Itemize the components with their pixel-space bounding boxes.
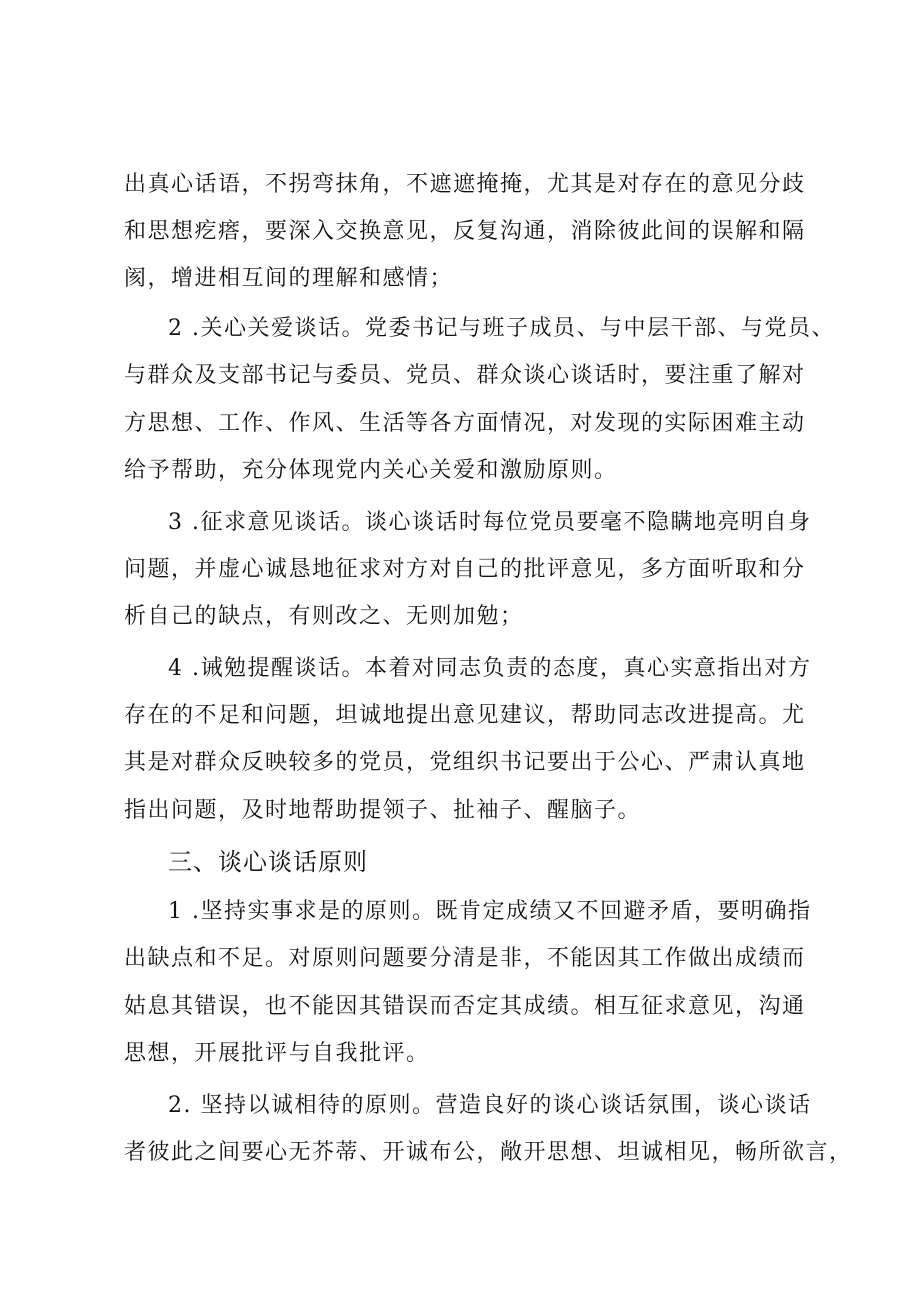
paragraph-line: 3 .征求意见谈话。谈心谈话时每位党员要毫不隐瞒地亮明自身	[168, 510, 812, 535]
section-heading: 三、谈心谈话原则	[168, 848, 368, 876]
paragraph-line: 问题，并虚心诚恳地征求对方对自己的批评意见，多方面听取和分	[124, 557, 806, 582]
paragraph-line: 其是对群众反映较多的党员，党组织书记要出于公心、严肃认真地	[124, 750, 806, 775]
paragraph-line: 出真心话语，不拐弯抹角，不遮遮掩掩，尤其是对存在的意见分歧	[124, 172, 806, 197]
paragraph-line: 2 .关心关爱谈话。党委书记与班子成员、与中层干部、与党员、	[168, 316, 835, 341]
paragraph-line: 析自己的缺点，有则改之、无则加勉；	[124, 604, 524, 629]
paragraph-line: 出缺点和不足。对原则问题要分清是非，不能因其工作做出成绩而	[124, 946, 806, 971]
paragraph-line: 阂，增进相互间的理解和感情；	[124, 266, 454, 291]
paragraph-line: 给予帮助，充分体现党内关心关爱和激励原则。	[124, 458, 618, 483]
paragraph-line: 姑息其错误，也不能因其错误而否定其成绩。相互征求意见，沟通	[124, 994, 806, 1019]
paragraph-line: 存在的不足和问题，坦诚地提出意见建议，帮助同志改进提高。尤	[124, 703, 806, 728]
paragraph-line: 4 .诫勉提醒谈话。本着对同志负责的态度，真心实意指出对方	[168, 656, 812, 681]
paragraph-line: 与群众及支部书记与委员、党员、群众谈心谈话时，要注重了解对	[124, 363, 806, 388]
paragraph-line: 1 .坚持实事求是的原则。既肯定成绩又不回避矛盾，要明确指	[168, 899, 812, 924]
paragraph-line: 方思想、工作、作风、生活等各方面情况，对发现的实际困难主动	[124, 411, 806, 436]
paragraph-line: 和思想疙瘩，要深入交换意见，反复沟通，消除彼此间的误解和隔	[124, 219, 806, 244]
paragraph-line: 2. 坚持以诚相待的原则。营造良好的谈心谈话氛围，谈心谈话	[168, 1093, 812, 1118]
paragraph-line: 指出问题，及时地帮助提领子、扯袖子、醒脑子。	[124, 798, 642, 823]
paragraph-line: 者彼此之间要心无芥蒂、开诚布公，敞开思想、坦诚相见，畅所欲言，	[124, 1140, 853, 1165]
paragraph-line: 思想，开展批评与自我批评。	[124, 1041, 430, 1066]
